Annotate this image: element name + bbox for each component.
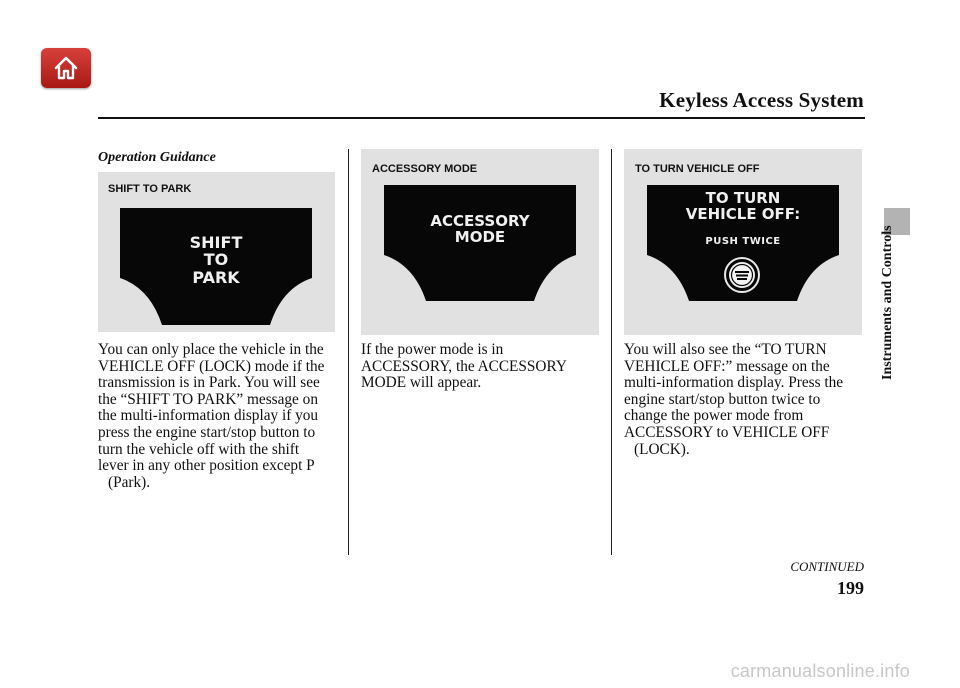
text-line: the multi-information display if you	[98, 407, 319, 425]
figure-caption: TO TURN VEHICLE OFF	[635, 163, 760, 175]
display-message: ACCESSORY MODE	[430, 212, 530, 247]
continued-label: CONTINUED	[790, 559, 864, 574]
home-button[interactable]	[41, 48, 91, 88]
figure-shift-to-park	[98, 172, 335, 332]
figure-turn-vehicle-off	[624, 149, 862, 335]
display-submessage: PUSH TWICE	[705, 236, 781, 247]
text-line: (LOCK).	[634, 440, 690, 458]
text-line: ACCESSORY to VEHICLE OFF	[624, 423, 830, 441]
start-stop-button-icon	[723, 256, 761, 294]
text-line: the “SHIFT TO PARK” message on	[98, 390, 318, 408]
home-icon	[53, 55, 79, 81]
section-tab-label: Instruments and Controls	[880, 225, 895, 380]
text-line: MODE will appear.	[361, 374, 482, 392]
text-line: ACCESSORY, the ACCESSORY	[361, 357, 567, 375]
page-number: 199	[837, 578, 864, 598]
text-line: press the engine start/stop button to	[98, 423, 316, 441]
header-divider	[98, 117, 865, 119]
text-line: turn the vehicle off with the shift	[98, 440, 300, 458]
watermark: carmanualsonline.info	[730, 661, 910, 681]
text-line: (Park).	[108, 473, 151, 491]
column-divider	[611, 149, 612, 555]
figure-accessory-mode	[361, 149, 599, 335]
figure-caption: SHIFT TO PARK	[108, 183, 192, 195]
text-line: engine start/stop button twice to	[624, 390, 821, 408]
paragraph-shift-to-park	[98, 342, 338, 491]
display-message: SHIFT TO PARK	[189, 233, 243, 287]
text-line: lever in any other position except P	[98, 457, 315, 475]
text-line: change the power mode from	[624, 407, 804, 425]
text-line: VEHICLE OFF (LOCK) mode if the	[98, 357, 325, 375]
section-heading: Operation Guidance	[98, 150, 216, 165]
figure-caption: ACCESSORY MODE	[372, 163, 478, 175]
text-line: transmission is in Park. You will see	[98, 374, 320, 392]
text-line: You can only place the vehicle in the	[98, 341, 324, 358]
page-title: Keyless Access System	[659, 88, 864, 112]
text-line: VEHICLE OFF:” message on the	[624, 357, 830, 375]
text-line: If the power mode is in	[361, 341, 504, 358]
column-divider	[348, 149, 349, 555]
text-line: multi-information display. Press the	[624, 374, 844, 392]
paragraph-turn-vehicle-off	[624, 342, 864, 458]
paragraph-accessory-mode	[361, 342, 601, 392]
display-message: TO TURN VEHICLE OFF:	[685, 189, 801, 224]
text-line: You will also see the “TO TURN	[624, 341, 827, 358]
